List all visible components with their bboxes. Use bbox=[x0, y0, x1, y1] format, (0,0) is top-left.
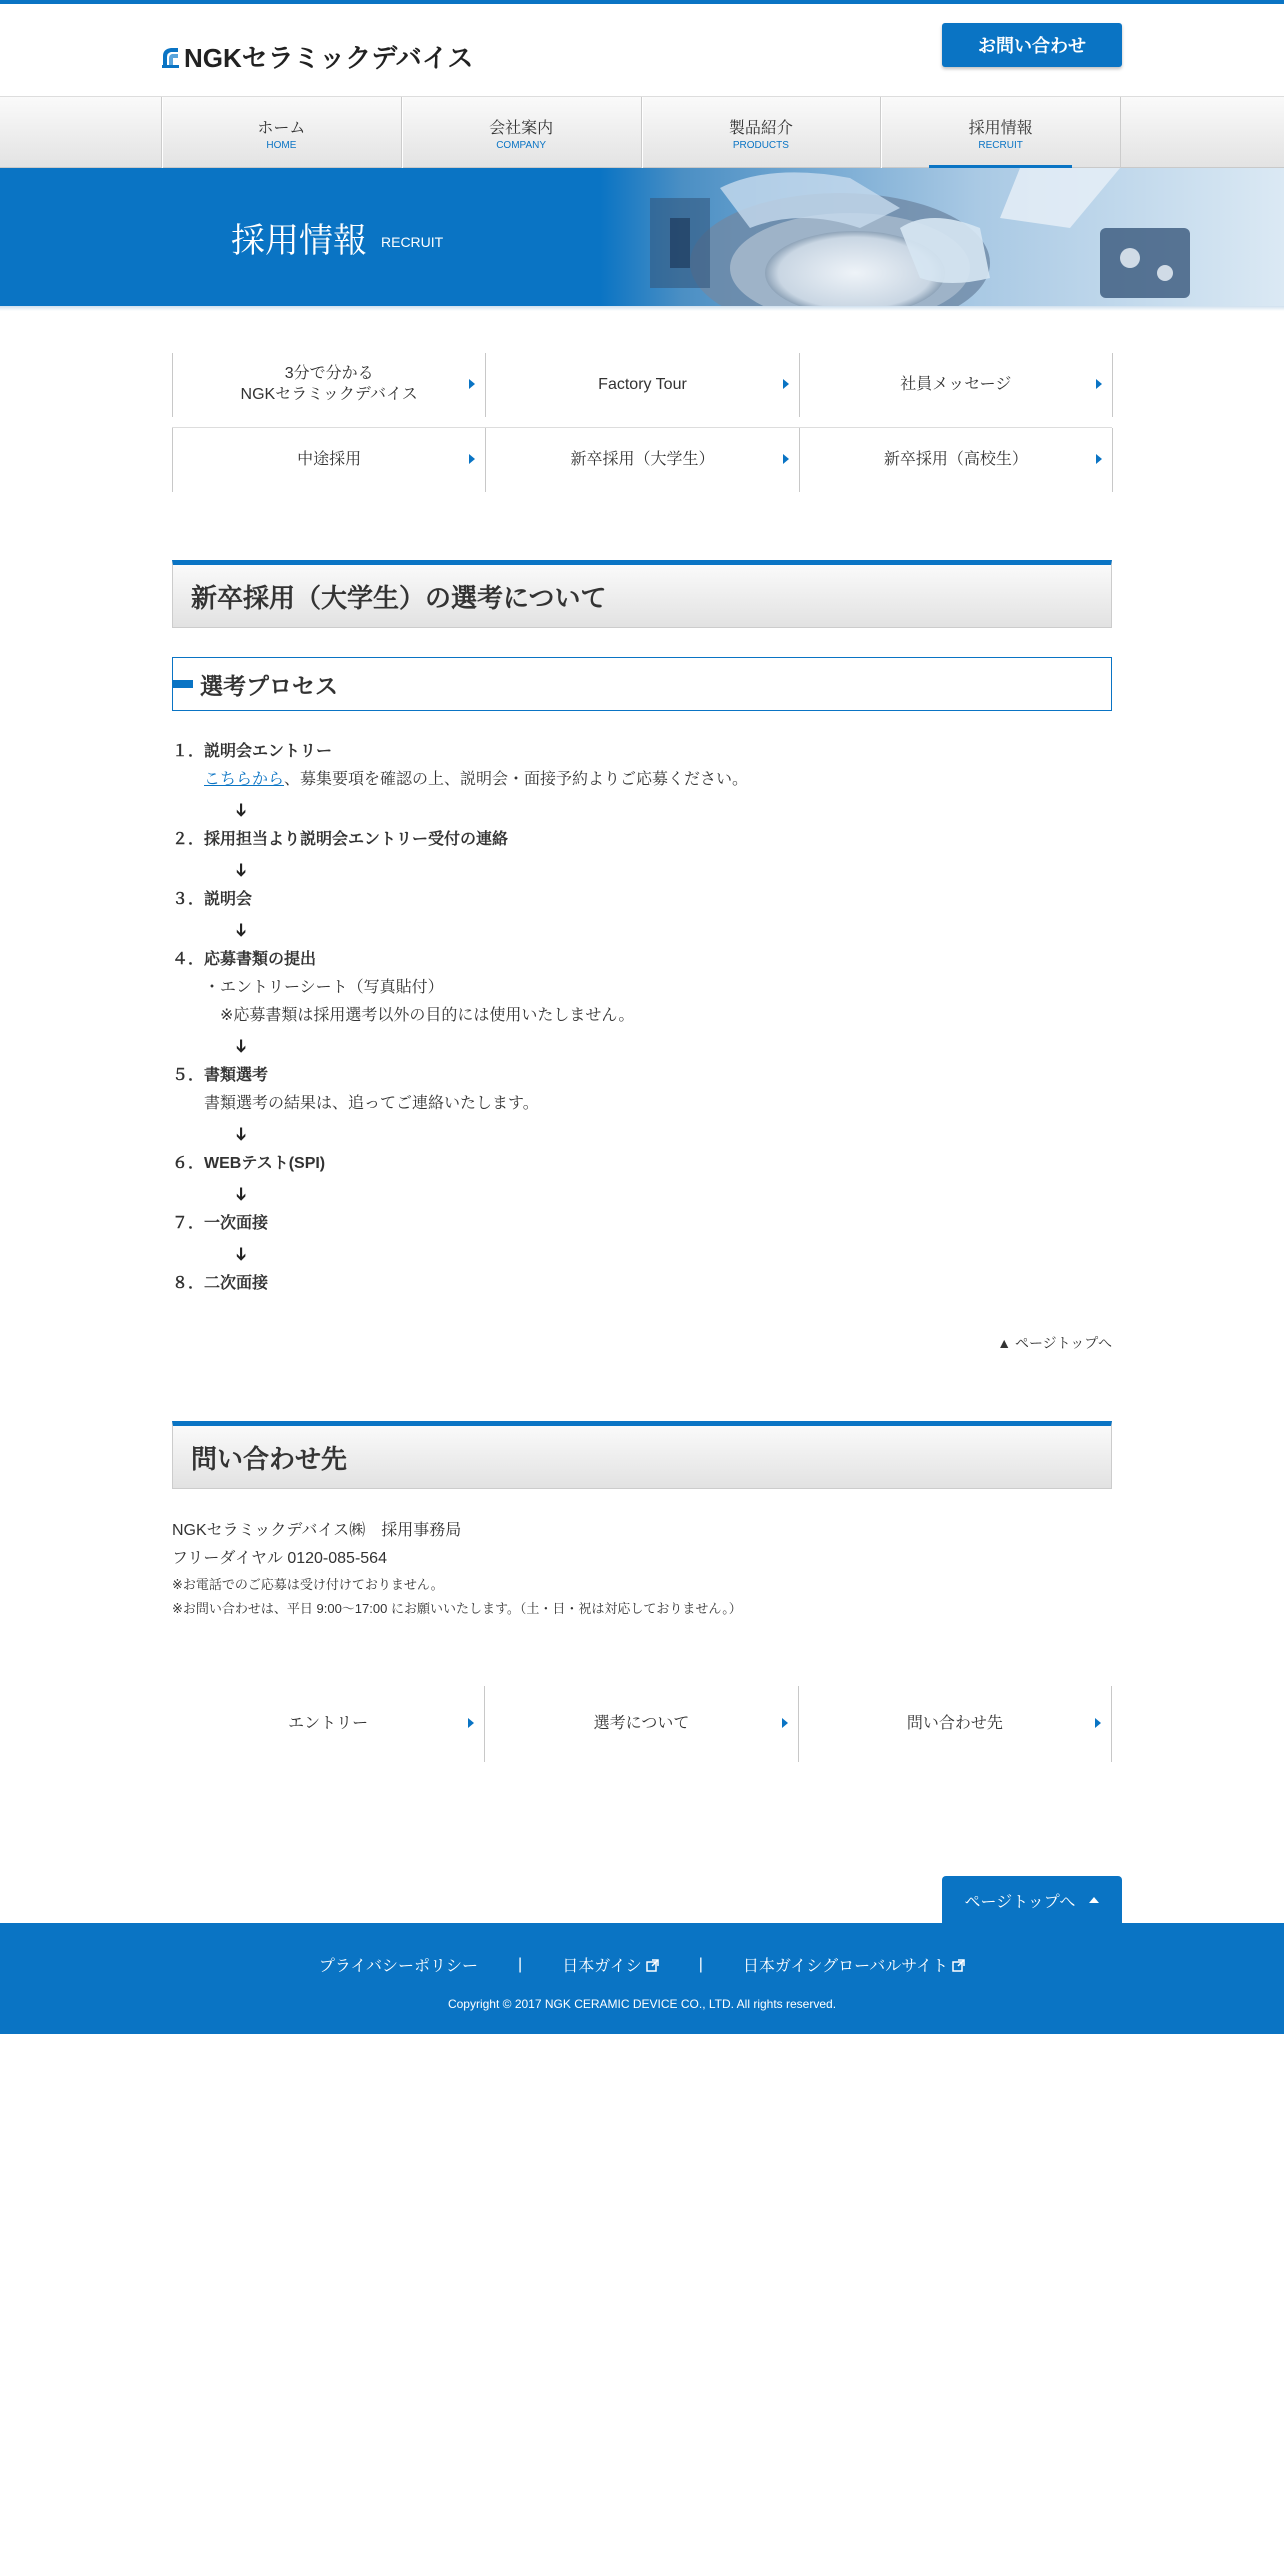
footer-link-label: 日本ガイシ bbox=[562, 1958, 642, 1975]
subnav-label: 中途採用 bbox=[297, 450, 362, 468]
arrow-right-icon bbox=[1096, 379, 1102, 389]
arrow-right-icon bbox=[469, 454, 475, 464]
page-title: 採用情報 bbox=[231, 222, 367, 260]
gnav-sublabel: RECRUIT bbox=[978, 140, 1023, 151]
site-logo[interactable] bbox=[161, 38, 473, 75]
banner-shadow bbox=[0, 306, 1284, 311]
site-footer bbox=[0, 1923, 1284, 2034]
gnav-item-home[interactable] bbox=[162, 97, 402, 169]
page-top-label: ページトップへ bbox=[964, 1893, 1076, 1911]
step-title: ３．説明会 bbox=[172, 891, 253, 908]
external-link-icon bbox=[952, 1959, 965, 1972]
gnav-sublabel: PRODUCTS bbox=[732, 140, 789, 151]
gnav-sublabel: COMPANY bbox=[496, 140, 547, 151]
gnav-label: ホーム bbox=[257, 120, 306, 137]
contact-heading: 問い合わせ先 bbox=[172, 1421, 1112, 1489]
gnav-item-recruit[interactable] bbox=[881, 97, 1121, 169]
recruit-subnav bbox=[172, 353, 1112, 492]
contact-phone: フリーダイヤル 0120-085-564 bbox=[172, 1550, 387, 1567]
page-top-link[interactable]: ▲ ページトップへ bbox=[997, 1335, 1112, 1351]
logo-text: NGKセラミックデバイス bbox=[184, 43, 474, 73]
bottom-nav bbox=[172, 1686, 1112, 1762]
subnav-label-line2: NGKセラミックデバイス bbox=[240, 386, 418, 403]
subsection-heading bbox=[172, 657, 1112, 711]
arrow-right-icon bbox=[1095, 1718, 1101, 1728]
step-text bbox=[172, 766, 1112, 794]
subnav-item-newgrad-highschool[interactable] bbox=[799, 428, 1113, 492]
footer-link-privacy[interactable]: プライバシーポリシー bbox=[318, 1958, 479, 1975]
step-title: １．説明会エントリー bbox=[172, 743, 333, 760]
gnav-label: 会社案内 bbox=[489, 120, 554, 137]
step-text: ・エントリーシート（写真貼付） bbox=[204, 979, 444, 996]
contact-note: ※お問い合わせは、平日 9:00～17:00 にお願いいたします。（土・日・祝は対応しておりません。） bbox=[172, 1601, 742, 1616]
gnav-label: 製品紹介 bbox=[728, 120, 793, 137]
arrow-down-icon: ➔ bbox=[231, 862, 252, 878]
arrow-down-icon: ➔ bbox=[231, 1246, 252, 1262]
gnav-item-company[interactable] bbox=[402, 97, 642, 169]
step-title: ７．一次面接 bbox=[172, 1215, 269, 1232]
arrow-right-icon bbox=[468, 1718, 474, 1728]
contact-note: ※お電話でのご応募は受け付けておりません。 bbox=[172, 1577, 444, 1592]
subnav-label: Factory Tour bbox=[598, 375, 687, 393]
arrow-right-icon bbox=[783, 379, 789, 389]
contact-info bbox=[172, 1517, 742, 1621]
bottom-nav-label: エントリー bbox=[288, 1714, 369, 1732]
ngk-logo-icon bbox=[161, 46, 180, 68]
arrow-right-icon bbox=[783, 454, 789, 464]
gnav-item-products[interactable] bbox=[642, 97, 882, 169]
arrow-down-icon: ➔ bbox=[231, 922, 252, 938]
contact-button[interactable]: お問い合わせ bbox=[942, 23, 1122, 67]
subnav-label-line1: 3分で分かる bbox=[284, 365, 374, 383]
arrow-right-icon bbox=[469, 379, 475, 389]
arrow-down-icon: ➔ bbox=[231, 1038, 252, 1054]
bottom-nav-entry[interactable] bbox=[172, 1686, 485, 1762]
external-link-icon bbox=[646, 1959, 659, 1972]
step-title: ６．WEBテスト(SPI) bbox=[172, 1155, 326, 1172]
step-title: ５．書類選考 bbox=[172, 1067, 269, 1084]
footer-separator: | bbox=[518, 1955, 523, 1973]
site-header bbox=[0, 4, 1284, 96]
footer-link-ngk[interactable] bbox=[562, 1953, 659, 1976]
subnav-item-newgrad-university[interactable] bbox=[485, 428, 799, 492]
copyright: Copyright © 2017 NGK CERAMIC DEVICE CO., LTD. All rights reserved. bbox=[447, 1997, 837, 2011]
caret-up-icon bbox=[1089, 1897, 1099, 1903]
subnav-label: 新卒採用（高校生） bbox=[883, 450, 1028, 468]
subnav-divider bbox=[172, 406, 1112, 428]
contact-office: NGKセラミックデバイス㈱ 採用事務局 bbox=[172, 1522, 462, 1539]
step-title: ８．二次面接 bbox=[172, 1275, 269, 1292]
step-text-rest: 、募集要項を確認の上、説明会・面接予約よりご応募ください。 bbox=[284, 771, 749, 788]
footer-separator: | bbox=[698, 1955, 703, 1973]
bottom-nav-selection[interactable] bbox=[485, 1686, 798, 1762]
bottom-nav-label: 選考について bbox=[593, 1714, 690, 1732]
step-title: ２．採用担当より説明会エントリー受付の連絡 bbox=[172, 831, 509, 848]
subnav-label: 新卒採用（大学生） bbox=[570, 450, 715, 468]
banner-photo bbox=[600, 168, 1284, 306]
arrow-down-icon: ➔ bbox=[231, 1186, 252, 1202]
step-title: ４．応募書類の提出 bbox=[172, 951, 317, 968]
subnav-label: 社員メッセージ bbox=[900, 375, 1012, 393]
subsection-heading-text: 選考プロセス bbox=[200, 672, 338, 699]
entry-link[interactable]: こちらから bbox=[204, 771, 285, 788]
heading-bar bbox=[173, 680, 193, 688]
bottom-nav-contact[interactable] bbox=[799, 1686, 1112, 1762]
arrow-right-icon bbox=[1096, 454, 1102, 464]
step-note: ※応募書類は採用選考以外の目的には使用いたしません。 bbox=[220, 1007, 635, 1024]
page-banner bbox=[0, 168, 1284, 306]
selection-process-list bbox=[172, 738, 1112, 1298]
page-subtitle: RECRUIT bbox=[381, 234, 444, 250]
arrow-down-icon: ➔ bbox=[231, 802, 252, 818]
step-text: 書類選考の結果は、追ってご連絡いたします。 bbox=[204, 1095, 539, 1112]
bottom-nav-label: 問い合わせ先 bbox=[906, 1714, 1003, 1732]
page-top-button[interactable] bbox=[942, 1876, 1122, 1924]
gnav-label: 採用情報 bbox=[968, 120, 1033, 137]
gnav-sublabel: HOME bbox=[266, 140, 297, 151]
section-heading: 新卒採用（大学生）の選考について bbox=[172, 560, 1112, 628]
footer-link-label: 日本ガイシグローバルサイト bbox=[742, 1958, 949, 1975]
global-nav bbox=[0, 96, 1284, 168]
footer-link-ngk-global[interactable] bbox=[743, 1953, 965, 1976]
arrow-down-icon: ➔ bbox=[231, 1126, 252, 1142]
arrow-right-icon bbox=[782, 1718, 788, 1728]
subnav-item-midcareer[interactable] bbox=[172, 428, 486, 492]
